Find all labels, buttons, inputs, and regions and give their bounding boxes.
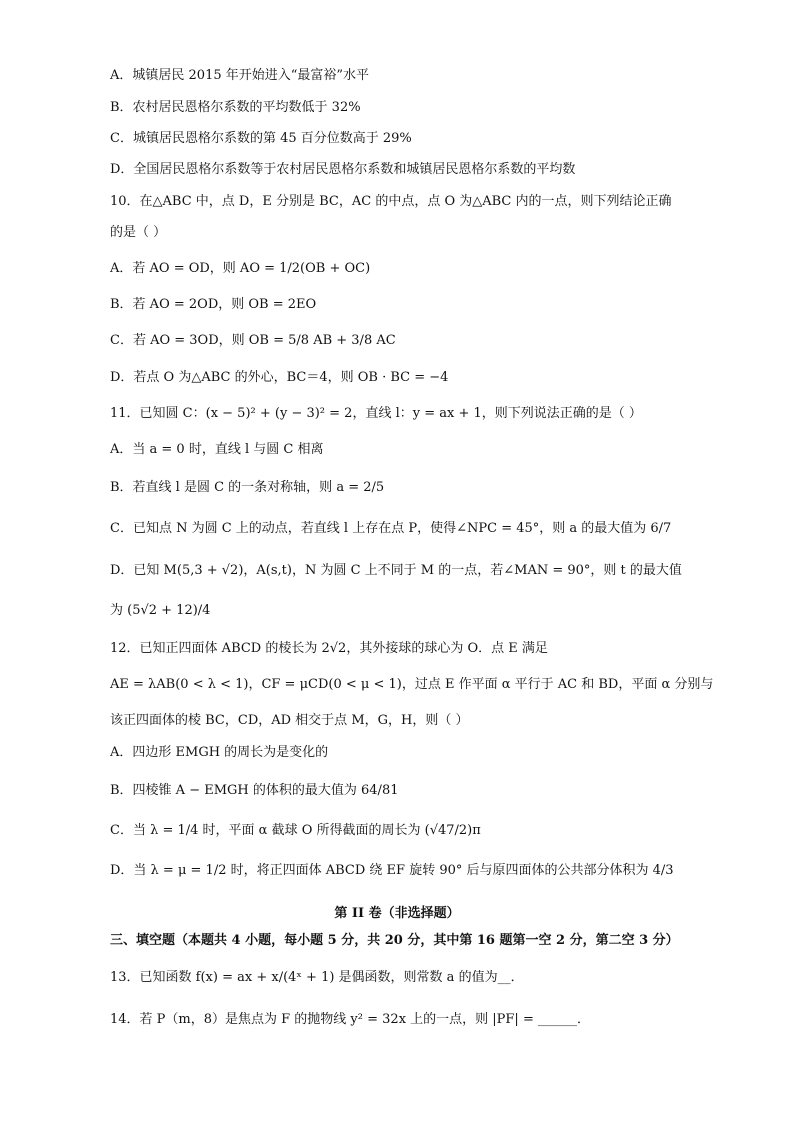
question-10-option-d: D．若点 O 为△ABC 的外心，BC＝4，则 OB · BC = −4 xyxy=(110,370,449,385)
option-a-text: A．城镇居民 2015 年开始进入“最富裕”水平 xyxy=(110,68,370,83)
section-header: 三、填空题（本题共 4 小题，每小题 5 分，共 20 分，其中第 16 题第一空 2 分，第二空 3 分） xyxy=(110,933,679,948)
question-11-option-d-cont: 为 (5√2 + 12)/4 xyxy=(110,603,211,618)
question-12-stem-cont: AE = λAB(0 < λ < 1)，CF = μCD(0 < μ < 1)，过点 E 作平面 α 平行于 AC 和 BD，平面 α 分别与 xyxy=(110,677,714,692)
question-10-option-c: C．若 AO = 3OD，则 OB = 5/8 AB + 3/8 AC xyxy=(110,333,396,348)
question-11-option-c: C．已知点 N 为圆 C 上的动点，若直线 l 上存在点 P，使得∠NPC = 45°，则 a 的最大值为 6/7 xyxy=(110,521,672,536)
question-12-stem-cont2: 该正四面体的棱 BC，CD，AD 相交于点 M，G，H，则（ ） xyxy=(110,713,469,728)
option-c-text: C．城镇居民恩格尔系数的第 45 百分位数高于 29% xyxy=(110,131,412,146)
question-13: 13．已知函数 f(x) = ax + x/(4ˣ + 1) 是偶函数，则常数 a 的值为__． xyxy=(110,970,524,985)
question-12-stem: 12．已知正四面体 ABCD 的棱长为 2√2，其外接球的球心为 O．点 E 满足 xyxy=(110,641,548,656)
question-12-option-d: D．当 λ = μ = 1/2 时，将正四面体 ABCD 绕 EF 旋转 90° 后与原四面体的公共部分体积为 4/3 xyxy=(110,863,674,878)
question-10-option-b: B．若 AO = 2OD，则 OB = 2EO xyxy=(110,297,317,312)
question-10-stem-cont: 的是（ ） xyxy=(110,225,167,240)
question-14: 14．若 P（m，8）是焦点为 F 的抛物线 y² = 32x 上的一点，则 |PF| = ______． xyxy=(110,1012,590,1027)
question-11-option-b: B．若直线 l 是圆 C 的一条对称轴，则 a = 2/5 xyxy=(110,480,385,495)
option-d-text: D．全国居民恩格尔系数等于农村居民恩格尔系数和城镇居民恩格尔系数的平均数 xyxy=(110,162,576,177)
question-11-stem: 11．已知圆 C：(x − 5)² + (y − 3)² = 2，直线 l：y = ax + 1，则下列说法正确的是（ ） xyxy=(110,406,642,421)
question-12-option-b: B．四棱锥 A − EMGH 的体积的最大值为 64/81 xyxy=(110,783,399,798)
question-11-option-d: D．已知 M(5,3 + √2)，A(s,t)，N 为圆 C 上不同于 M 的一点，若∠MAN = 90°，则 t 的最大值 xyxy=(110,563,682,578)
option-b-text: B．农村居民恩格尔系数的平均数低于 32% xyxy=(110,100,361,115)
part-title: 第 II 卷（非选择题） xyxy=(334,906,460,921)
question-12-option-a: A．四边形 EMGH 的周长为是变化的 xyxy=(110,745,329,760)
question-11-option-a: A．当 a = 0 时，直线 l 与圆 C 相离 xyxy=(110,442,324,457)
question-10-option-a: A．若 AO = OD，则 AO = 1/2(OB + OC) xyxy=(110,261,371,276)
question-12-option-c: C．当 λ = 1/4 时，平面 α 截球 O 所得截面的周长为 (√47/2)π xyxy=(110,823,481,838)
question-10-stem: 10．在△ABC 中，点 D，E 分别是 BC，AC 的中点，点 O 为△ABC 内的一点，则下列结论正确 xyxy=(110,194,672,209)
